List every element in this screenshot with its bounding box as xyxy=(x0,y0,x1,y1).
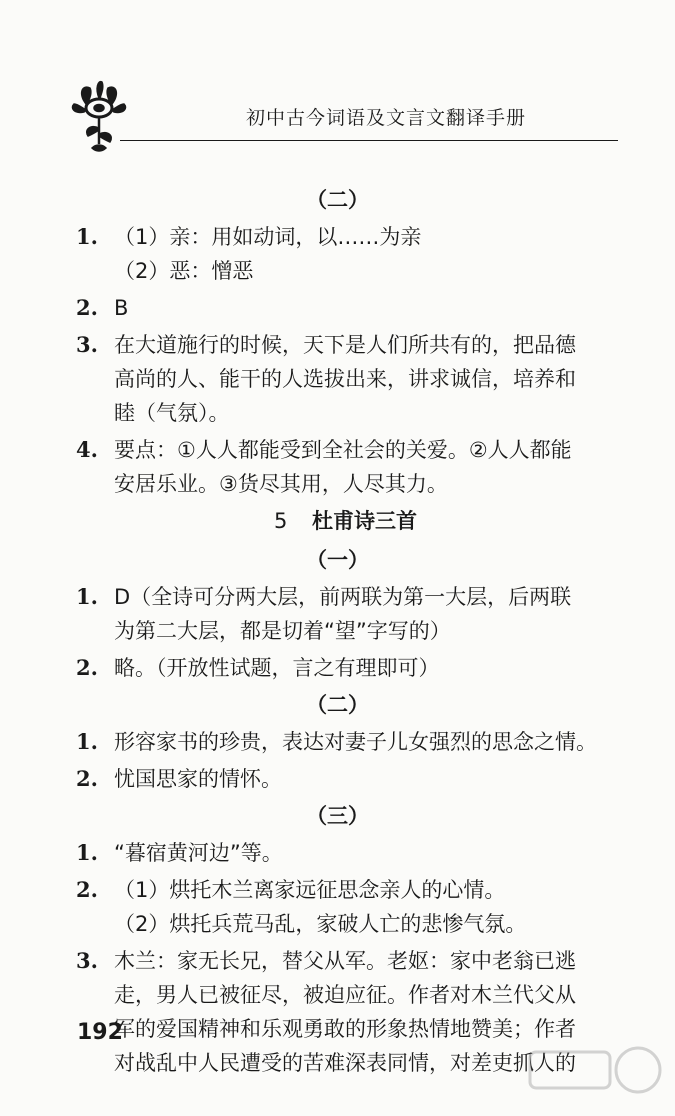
item-number: 2. xyxy=(76,877,98,902)
answer-text: D（全诗可分两大层，前两联为第一大层，后两联 xyxy=(114,585,572,609)
item-number: 2. xyxy=(76,295,98,320)
running-header-title: 初中古今词语及文言文翻译手册 xyxy=(246,107,527,129)
chapter-number: 5 xyxy=(274,509,288,533)
answer-text: “暮宿黄河边”等。 xyxy=(114,841,283,865)
item-number: 1. xyxy=(76,729,98,754)
item-number: 1. xyxy=(76,840,98,865)
page-number: 192 xyxy=(77,1020,123,1045)
section-heading: （二） xyxy=(306,188,369,212)
answer-text: 要点：①人人都能受到全社会的关爱。②人人都能 xyxy=(114,438,572,462)
chapter-title: 杜甫诗三首 xyxy=(312,509,417,533)
item-number: 1. xyxy=(76,584,98,609)
answer-text: （1）亲：用如动词，以……为亲 xyxy=(114,225,422,249)
header-rule xyxy=(120,140,618,141)
item-number: 2. xyxy=(76,766,98,791)
answer-text: （1）烘托木兰离家远征思念亲人的心情。 xyxy=(114,878,506,902)
answer-text: 木兰：家无长兄，替父从军。老妪：家中老翁已逃 xyxy=(114,949,576,973)
answer-text: 军的爱国精神和乐观勇敢的形象热情地赞美；作者 xyxy=(114,1017,576,1041)
item-number: 3. xyxy=(76,332,98,357)
answer-text: 高尚的人、能干的人选拔出来，讲求诚信，培养和 xyxy=(114,367,576,391)
answer-text: （2）烘托兵荒马乱，家破人亡的悲惨气氛。 xyxy=(114,912,527,936)
answer-text: 为第二大层，都是切着“望”字写的） xyxy=(114,619,451,643)
answer-text: 忧国思家的情怀。 xyxy=(114,767,282,791)
answer-text: 安居乐业。③货尽其用，人尽其力。 xyxy=(114,472,448,496)
answer-text: 形容家书的珍贵，表达对妻子儿女强烈的思念之情。 xyxy=(114,730,597,754)
item-number: 4. xyxy=(76,437,98,462)
section-heading: （一） xyxy=(306,548,369,572)
watermark-stamp xyxy=(520,1040,670,1112)
answer-text: 走，男人已被征尽，被迫应征。作者对木兰代父从 xyxy=(114,983,576,1007)
item-number: 2. xyxy=(76,655,98,680)
flower-ornament-icon xyxy=(68,78,130,160)
answer-text: 在大道施行的时候，天下是人们所共有的，把品德 xyxy=(114,333,576,357)
answer-text: 略。（开放性试题，言之有理即可） xyxy=(114,656,440,680)
answer-text: 睦（气氛）。 xyxy=(114,401,230,425)
section-heading: （三） xyxy=(306,804,369,828)
answer-text: B xyxy=(114,296,129,320)
answer-text: 对战乱中人民遭受的苦难深表同情，对差吏抓人的 xyxy=(114,1051,576,1075)
item-number: 1. xyxy=(76,224,98,249)
answer-text: （2）恶：憎恶 xyxy=(114,259,254,283)
item-number: 3. xyxy=(76,948,98,973)
section-heading: （二） xyxy=(306,693,369,717)
